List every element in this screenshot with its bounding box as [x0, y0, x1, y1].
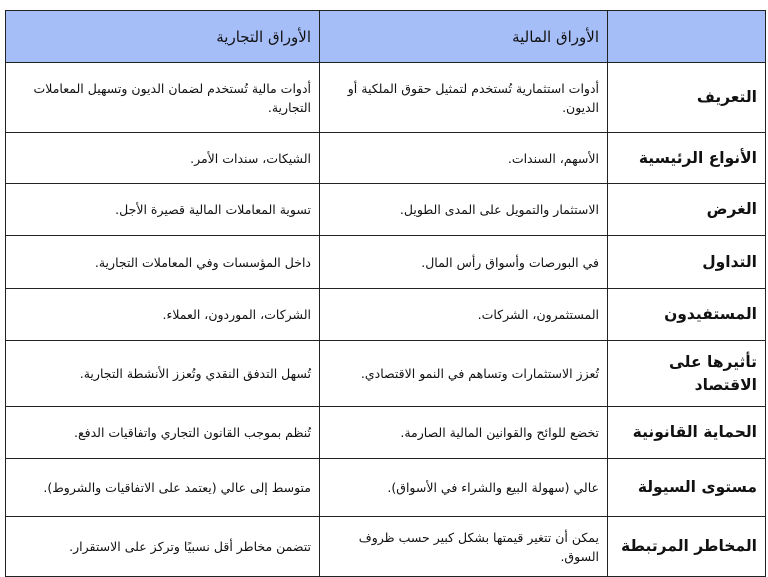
table-row: [6, 289, 766, 341]
row-label: التعريف: [608, 63, 766, 133]
commercial-cell: الشركات، الموردون، العملاء.: [6, 289, 320, 341]
commercial-cell: تتضمن مخاطر أقل نسبيًا وتركز على الاستقرار.: [6, 517, 320, 577]
header-commercial-papers: الأوراق التجارية: [6, 11, 320, 63]
table-row: [6, 236, 766, 289]
commercial-cell: أدوات مالية تُستخدم لضمان الديون وتسهيل المعاملات التجارية.: [6, 63, 320, 133]
row-label: تأثيرها على الاقتصاد: [608, 341, 766, 407]
commercial-cell: متوسط إلى عالي (يعتمد على الاتفاقيات والشروط).: [6, 459, 320, 517]
commercial-cell: تسوية المعاملات المالية قصيرة الأجل.: [6, 184, 320, 236]
financial-cell: أدوات استثمارية تُستخدم لتمثيل حقوق الملكية أو الديون.: [320, 63, 608, 133]
financial-cell: يمكن أن تتغير قيمتها بشكل كبير حسب ظروف السوق.: [320, 517, 608, 577]
commercial-cell: الشيكات، سندات الأمر.: [6, 133, 320, 184]
comparison-table: [5, 10, 766, 577]
row-label: المستفيدون: [608, 289, 766, 341]
table-row: [6, 63, 766, 133]
financial-cell: المستثمرون، الشركات.: [320, 289, 608, 341]
row-label: المخاطر المرتبطة: [608, 517, 766, 577]
financial-cell: في البورصات وأسواق رأس المال.: [320, 236, 608, 289]
financial-cell: عالي (سهولة البيع والشراء في الأسواق).: [320, 459, 608, 517]
table-row: [6, 184, 766, 236]
corner-cell: [608, 11, 766, 63]
table-row: [6, 517, 766, 577]
commercial-cell: تُنظم بموجب القانون التجاري واتفاقيات الدفع.: [6, 407, 320, 459]
row-label: الغرض: [608, 184, 766, 236]
row-label: الأنواع الرئيسية: [608, 133, 766, 184]
table-row: [6, 133, 766, 184]
table-row: [6, 341, 766, 407]
financial-cell: تُعزز الاستثمارات وتساهم في النمو الاقتصادي.: [320, 341, 608, 407]
financial-cell: الاستثمار والتمويل على المدى الطويل.: [320, 184, 608, 236]
commercial-cell: داخل المؤسسات وفي المعاملات التجارية.: [6, 236, 320, 289]
header-financial-securities: الأوراق المالية: [320, 11, 608, 63]
header-row: [6, 11, 766, 63]
row-label: الحماية القانونية: [608, 407, 766, 459]
financial-cell: تخضع للوائح والقوانين المالية الصارمة.: [320, 407, 608, 459]
commercial-cell: تُسهل التدفق النقدي وتُعزز الأنشطة التجارية.: [6, 341, 320, 407]
table-row: [6, 407, 766, 459]
table-row: [6, 459, 766, 517]
row-label: مستوى السيولة: [608, 459, 766, 517]
row-label: التداول: [608, 236, 766, 289]
financial-cell: الأسهم، السندات.: [320, 133, 608, 184]
